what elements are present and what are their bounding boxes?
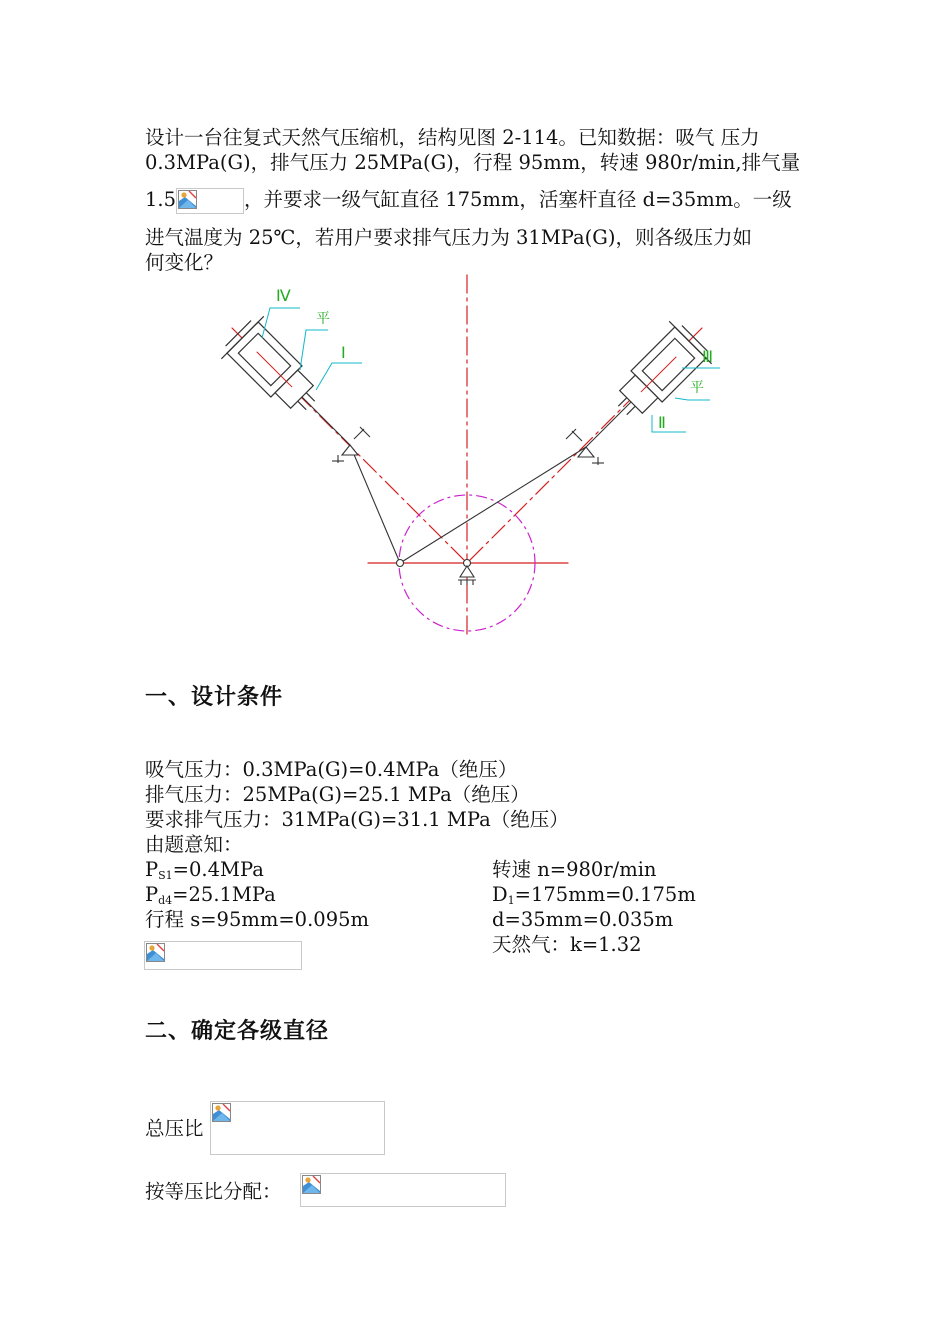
left-piston-rod [295, 390, 350, 445]
suction-pressure: 吸气压力：0.3MPa(G)=0.4MPa（绝压） [145, 758, 518, 781]
speed-value: 转速 n=980r/min [492, 858, 657, 881]
discharge-pressure: 排气压力：25MPa(G)=25.1 MPa（绝压） [145, 783, 530, 806]
leader-ping-left [300, 330, 328, 370]
right-piston-rod [586, 395, 638, 447]
problem-line-5: 何变化？ [145, 251, 224, 274]
section-heading-design-conditions: 一、设计条件 [145, 685, 284, 710]
main-bearing-support [460, 566, 474, 577]
formula-image-1 [144, 941, 302, 970]
label-ping-left: 平 [316, 311, 330, 327]
label-ii: Ⅱ [658, 413, 666, 432]
broken-image-icon [178, 190, 197, 209]
required-discharge-pressure: 要求排气压力：31MPa(G)=31.1 MPa（绝压） [145, 808, 569, 831]
broken-image-icon [146, 943, 165, 962]
problem-line-4: 进气温度为 25℃，若用户要求排气压力为 31MPa(G)，则各级压力如 [145, 226, 752, 249]
leader-ping-right [675, 398, 710, 400]
ps1-value: $P_{S1}=0.4MPa$ [145, 858, 264, 882]
left-connecting-rod [350, 445, 400, 563]
rod-diameter-value: d=35mm=0.035m [492, 908, 674, 931]
inline-formula-image [176, 188, 244, 214]
problem-line-3-prefix: 1.5 [145, 188, 177, 211]
label-i: Ⅰ [341, 343, 346, 362]
label-iv: Ⅳ [276, 286, 291, 305]
broken-image-icon [302, 1175, 321, 1194]
pd4-value: $P_{d4}=25.1MPa$ [145, 883, 276, 907]
label-iii: Ⅲ [702, 347, 714, 366]
problem-line-1: 设计一台往复式天然气压缩机，结构见图 2-114。已知数据：吸气 压力 [145, 126, 760, 149]
problem-line-2: 0.3MPa(G)，排气压力 25MPa(G)，行程 95mm，转速 980r/min,排气量 [145, 151, 801, 174]
equal-ratio-label: 按等压比分配： [145, 1180, 282, 1203]
problem-line-3-suffix: ，并要求一级气缸直径 175mm，活塞杆直径 d=35mm。一级 [244, 188, 792, 211]
leader-i [316, 363, 362, 390]
total-ratio-label: 总压比 [145, 1117, 204, 1140]
label-ping-right: 平 [690, 380, 704, 396]
right-connecting-rod [400, 447, 586, 563]
stroke-value: 行程 s=95mm=0.095m [145, 908, 369, 931]
known-label: 由题意知： [145, 833, 243, 856]
formula-image-total-ratio [210, 1101, 385, 1155]
d1-value: $D_1=175mm=0.175m$ [492, 883, 696, 907]
compressor-structure-diagram [220, 270, 720, 645]
section-heading-stage-diameters: 二、确定各级直径 [145, 1019, 330, 1044]
crank-pin [397, 560, 404, 567]
formula-image-equal-ratio [300, 1173, 506, 1207]
broken-image-icon [212, 1103, 231, 1122]
gas-k-value: 天然气：k=1.32 [492, 933, 642, 956]
problem-line-3 [145, 187, 810, 214]
